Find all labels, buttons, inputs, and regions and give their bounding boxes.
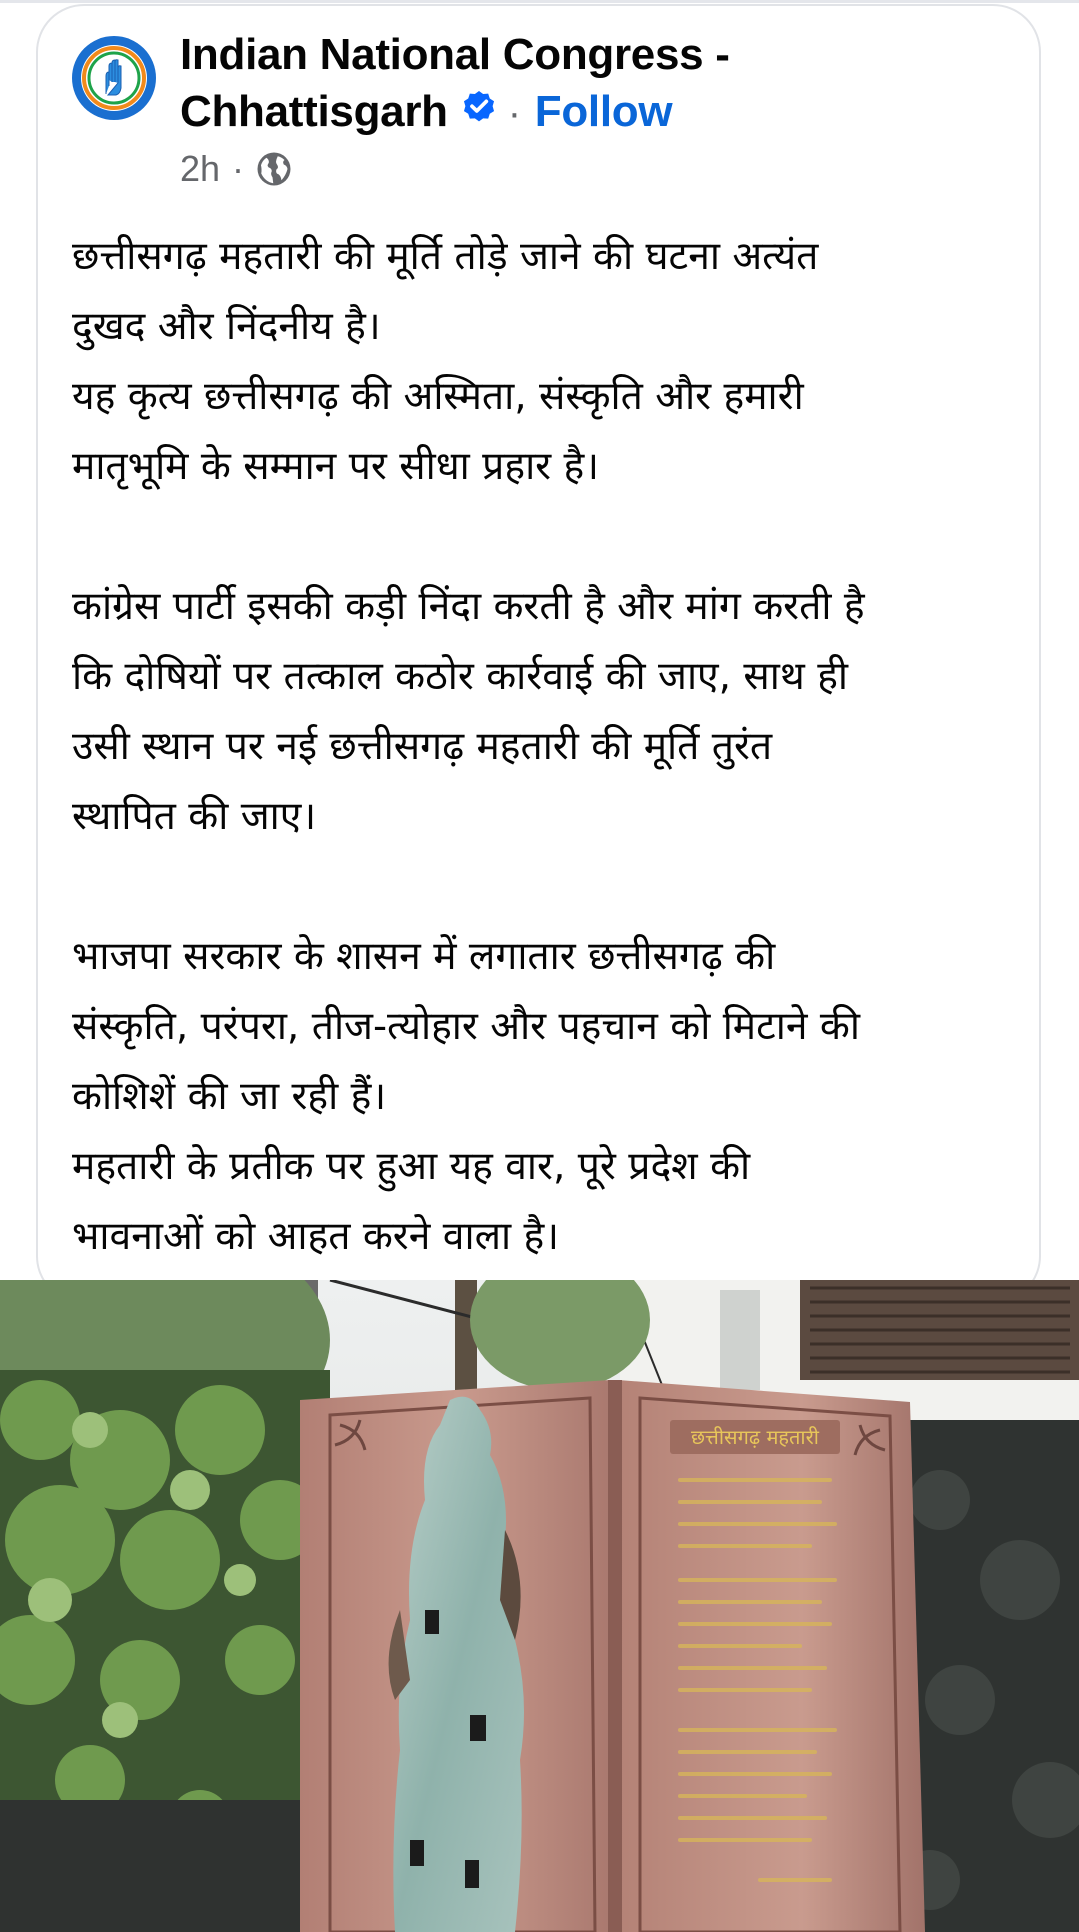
paragraph-gap [72, 502, 1022, 572]
post-timestamp[interactable]: 2h [180, 148, 221, 189]
post-text-line: कि दोषियों पर तत्काल कठोर कार्रवाई की जाए, साथ ही [72, 654, 849, 699]
post-text-line: यह कृत्य छत्तीसगढ़ की अस्मिता, संस्कृति और हमारी [72, 374, 804, 419]
post-photo[interactable] [0, 1280, 1079, 1932]
post-text-line: उसी स्थान पर नई छत्तीसगढ़ महतारी की मूर्ति तुरंत [72, 724, 773, 769]
post-text-line: महतारी के प्रतीक पर हुआ यह वार, पूरे प्रदेश की [72, 1144, 751, 1189]
globe-icon[interactable] [256, 151, 292, 187]
meta-separator: · [232, 148, 245, 189]
post-header [180, 26, 1040, 142]
top-divider [0, 0, 1079, 3]
header-separator: · [507, 91, 521, 135]
congress-logo-icon [72, 36, 156, 120]
post-text-line: कांग्रेस पार्टी इसकी कड़ी निंदा करती है और मांग करती है [72, 584, 865, 629]
verified-badge-icon [460, 82, 498, 139]
post-text-line: मातृभूमि के सम्मान पर सीधा प्रहार है। [72, 444, 600, 489]
post-text-line: भावनाओं को आहत करने वाला है। [72, 1214, 560, 1259]
book-heading: छत्तीसगढ़ महतारी [691, 1425, 819, 1449]
post-text-line: स्थापित की जाए। [72, 794, 317, 839]
post-text-line: दुखद और निंदनीय है। [72, 304, 381, 349]
follow-button[interactable]: Follow [534, 87, 673, 136]
post-body [72, 222, 1022, 1272]
post-text-line: संस्कृति, परंपरा, तीज-त्योहार और पहचान को मिटाने की [72, 1004, 860, 1049]
post-text-line: छत्तीसगढ़ महतारी की मूर्ति तोड़े जाने की घटना अत्यंत [72, 234, 819, 279]
author-name-line1[interactable]: Indian National Congress - [180, 30, 730, 79]
post-text-line: भाजपा सरकार के शासन में लगातार छत्तीसगढ़ की [72, 934, 776, 979]
page-avatar[interactable] [72, 36, 156, 120]
paragraph-gap [72, 852, 1022, 922]
post-text-line: कोशिशें की जा रही हैं। [72, 1074, 387, 1119]
author-name-line2[interactable]: Chhattisgarh [180, 87, 448, 136]
author-name-row [180, 83, 1040, 142]
post-meta [180, 148, 292, 190]
